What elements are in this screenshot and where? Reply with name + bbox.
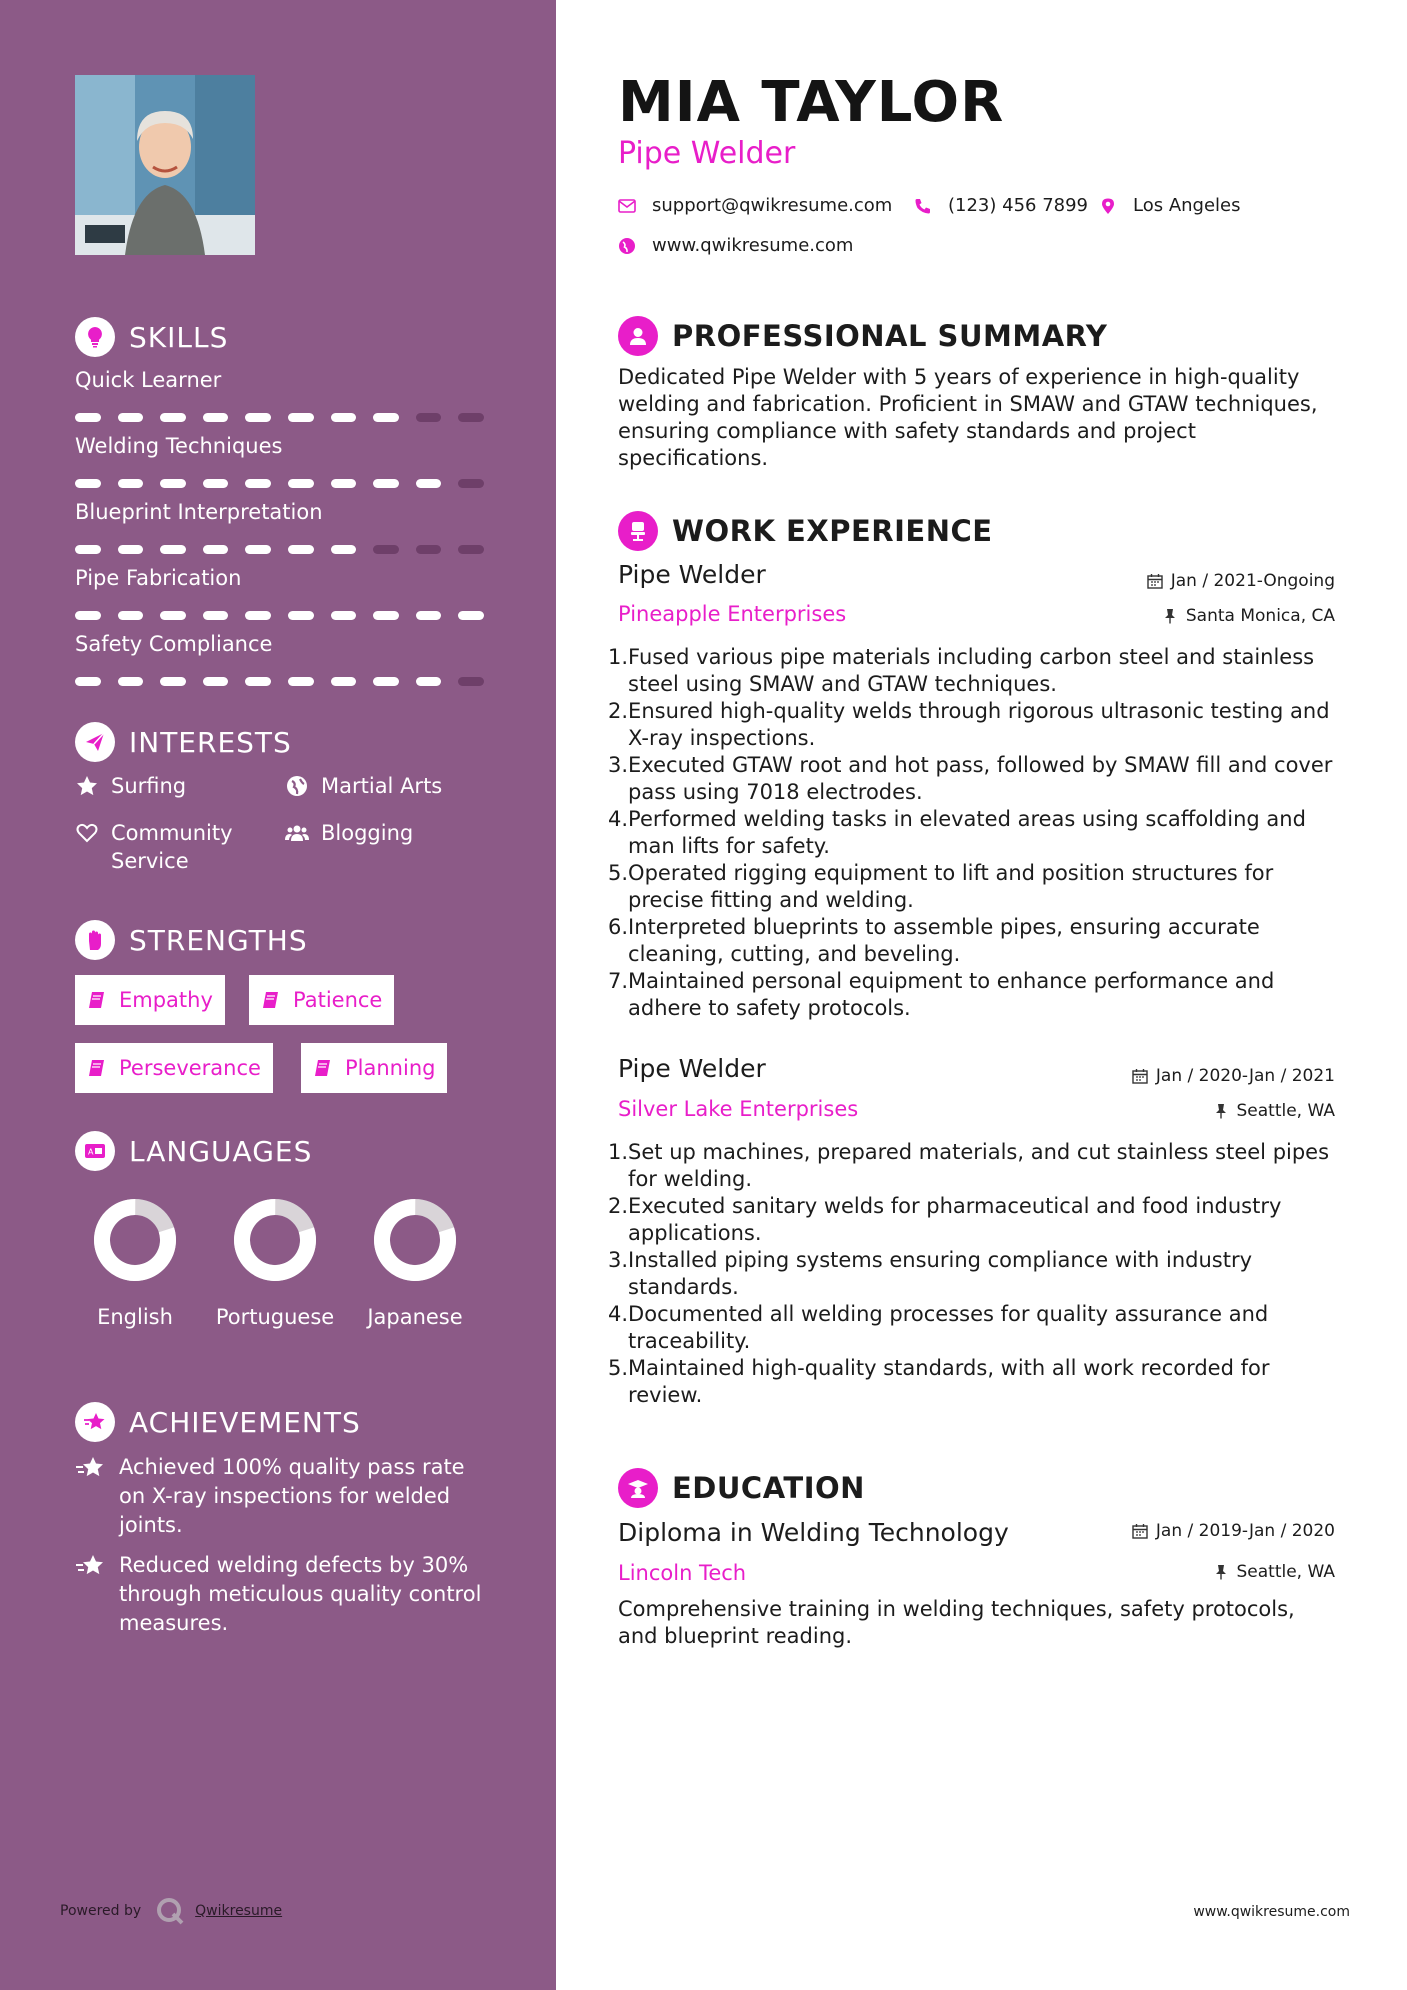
interest-community-service bbox=[75, 819, 255, 875]
education-location-text: Seattle, WA bbox=[1236, 1562, 1335, 1582]
job-bullet-item bbox=[608, 860, 1348, 914]
language-item bbox=[205, 1197, 345, 1331]
achievement-text: Achieved 100% quality pass rate on X-ray inspections for welded joints. bbox=[119, 1455, 465, 1537]
interest-blogging bbox=[285, 819, 413, 847]
book-icon bbox=[313, 1058, 333, 1078]
phone-text[interactable]: (123) 456 7899 bbox=[948, 195, 1089, 216]
job-bullet-item bbox=[608, 752, 1348, 806]
education-title: EDUCATION bbox=[672, 1471, 865, 1505]
bullet-number: 2. bbox=[608, 699, 629, 723]
job-dates bbox=[1132, 1066, 1335, 1086]
email-text[interactable]: support@qwikresume.com bbox=[652, 195, 893, 216]
skill-level-dash bbox=[203, 611, 229, 620]
language-ring-fill bbox=[373, 1198, 456, 1281]
bullet-text: Ensured high-quality welds through rigorous ultrasonic testing and X-ray inspections. bbox=[628, 699, 1330, 750]
book-icon bbox=[87, 990, 107, 1010]
achievement-item bbox=[75, 1551, 495, 1638]
bullet-number: 5. bbox=[608, 861, 629, 885]
skill-level-dash bbox=[245, 413, 271, 422]
job-bullet-item bbox=[608, 914, 1348, 968]
language-level-ring bbox=[92, 1197, 178, 1283]
footer-website[interactable]: www.qwikresume.com bbox=[1193, 1904, 1350, 1920]
skill-level-dash bbox=[160, 545, 186, 554]
achievements-heading bbox=[75, 1401, 361, 1443]
strength-tag-perseverance bbox=[75, 1043, 273, 1093]
education-description: Comprehensive training in welding techniques, safety protocols, and blueprint reading. bbox=[618, 1597, 1295, 1648]
paper-plane-icon bbox=[75, 722, 115, 762]
skill-level-bar bbox=[75, 479, 501, 488]
strength-label: Perseverance bbox=[119, 1056, 261, 1080]
skill-level-dash bbox=[75, 545, 101, 554]
language-label: Japanese bbox=[367, 1305, 463, 1329]
skill-level-dash bbox=[118, 545, 144, 554]
skill-level-dash bbox=[458, 479, 484, 488]
achievement-text: Reduced welding defects by 30% through meticulous quality control measures. bbox=[119, 1553, 482, 1635]
bullet-number: 4. bbox=[608, 1302, 629, 1326]
skill-label: Pipe Fabrication bbox=[75, 566, 242, 590]
skill-level-dash bbox=[416, 479, 442, 488]
skill-item bbox=[75, 563, 501, 620]
language-icon bbox=[75, 1131, 115, 1171]
skill-level-dash bbox=[373, 611, 399, 620]
job-dates-text: Jan / 2021-Ongoing bbox=[1170, 571, 1335, 591]
calendar-icon bbox=[1147, 573, 1163, 589]
skill-level-dash bbox=[416, 413, 442, 422]
skills-title: SKILLS bbox=[129, 320, 229, 354]
skill-level-dash bbox=[331, 545, 357, 554]
language-ring-fill bbox=[233, 1198, 316, 1281]
bullet-text: Maintained personal equipment to enhance performance and adhere to safety protocols. bbox=[628, 969, 1275, 1020]
job-location-text: Seattle, WA bbox=[1236, 1101, 1335, 1121]
language-level-ring bbox=[232, 1197, 318, 1283]
languages-title: LANGUAGES bbox=[129, 1134, 313, 1168]
skill-label: Blueprint Interpretation bbox=[75, 500, 323, 524]
skill-level-dash bbox=[75, 611, 101, 620]
interest-label: Community Service bbox=[111, 821, 233, 873]
languages-heading bbox=[75, 1130, 312, 1172]
svg-text:A: A bbox=[88, 1147, 94, 1157]
graduate-icon bbox=[618, 1468, 658, 1508]
achievement-item bbox=[75, 1453, 495, 1540]
experience-title: WORK EXPERIENCE bbox=[672, 514, 993, 548]
job-title: Pipe Welder bbox=[618, 560, 766, 589]
strengths-title: STRENGTHS bbox=[129, 923, 308, 957]
contact-phone bbox=[914, 195, 1088, 216]
skill-level-dash bbox=[416, 611, 442, 620]
skill-level-dash bbox=[416, 677, 442, 686]
hand-icon bbox=[75, 920, 115, 960]
bullet-text: Documented all welding processes for quality assurance and traceability. bbox=[628, 1302, 1269, 1353]
contact-email bbox=[618, 195, 892, 216]
job-title: Pipe Welder bbox=[618, 1054, 766, 1083]
skill-level-dash bbox=[373, 413, 399, 422]
qwikresume-link[interactable]: Qwikresume bbox=[195, 1903, 283, 1919]
strengths-heading bbox=[75, 919, 308, 961]
users-icon bbox=[285, 821, 309, 845]
skill-level-dash bbox=[288, 545, 314, 554]
skill-level-dash bbox=[458, 545, 484, 554]
skill-label: Safety Compliance bbox=[75, 632, 273, 656]
skill-level-dash bbox=[203, 677, 229, 686]
bullet-text: Set up machines, prepared materials, and cut stainless steel pipes for welding. bbox=[628, 1140, 1330, 1191]
calendar-icon bbox=[1132, 1523, 1148, 1539]
skill-label: Quick Learner bbox=[75, 368, 222, 392]
job-dates bbox=[1147, 571, 1335, 591]
skill-level-dash bbox=[203, 545, 229, 554]
profile-photo-image bbox=[75, 75, 255, 255]
interests-heading bbox=[75, 721, 292, 763]
website-text[interactable]: www.qwikresume.com bbox=[652, 235, 854, 256]
bullet-text: Operated rigging equipment to lift and position structures for precise fitting and welding. bbox=[628, 861, 1274, 912]
bullet-text: Fused various pipe materials including carbon steel and stainless steel using SMAW and GTAW techniques. bbox=[628, 645, 1315, 696]
skill-level-dash bbox=[373, 545, 399, 554]
skill-level-bar bbox=[75, 677, 501, 686]
skill-level-dash bbox=[75, 479, 101, 488]
skills-heading bbox=[75, 316, 228, 358]
skill-level-bar bbox=[75, 611, 501, 620]
skill-item bbox=[75, 497, 501, 554]
bullet-text: Executed sanitary welds for pharmaceutical and food industry applications. bbox=[628, 1194, 1282, 1245]
language-item bbox=[65, 1197, 205, 1331]
location-text: Los Angeles bbox=[1133, 195, 1241, 216]
pushpin-icon bbox=[1162, 608, 1178, 624]
job-bullet-item bbox=[608, 968, 1348, 1022]
bullet-number: 2. bbox=[608, 1194, 629, 1218]
school-name: Lincoln Tech bbox=[618, 1561, 747, 1585]
strength-tag-planning bbox=[301, 1043, 447, 1093]
skill-level-dash bbox=[118, 413, 144, 422]
sidebar bbox=[0, 0, 556, 1990]
job-bullet-item bbox=[608, 1139, 1348, 1193]
job-bullets bbox=[608, 644, 1348, 1022]
bullet-text: Maintained high-quality standards, with all work recorded for review. bbox=[628, 1356, 1270, 1407]
powered-by-label: Powered by bbox=[60, 1903, 142, 1919]
education-location bbox=[1213, 1562, 1336, 1582]
skill-level-dash bbox=[245, 677, 271, 686]
skill-level-dash bbox=[245, 611, 271, 620]
interest-martial-arts bbox=[285, 772, 442, 800]
map-pin-icon bbox=[1099, 197, 1117, 215]
job-bullet-item bbox=[608, 806, 1348, 860]
bullet-text: Interpreted blueprints to assemble pipes, ensuring accurate cleaning, cutting, and beveling. bbox=[628, 915, 1260, 966]
company-name: Pineapple Enterprises bbox=[618, 602, 847, 626]
strength-tag-patience bbox=[249, 975, 394, 1025]
skill-level-dash bbox=[373, 677, 399, 686]
job-bullet-item bbox=[608, 1355, 1348, 1409]
language-label: Portuguese bbox=[215, 1305, 335, 1329]
heart-icon bbox=[75, 821, 99, 845]
user-icon bbox=[618, 316, 658, 356]
envelope-icon bbox=[618, 197, 636, 215]
bullet-text: Executed GTAW root and hot pass, followed by SMAW fill and cover pass using 7018 electrodes. bbox=[628, 753, 1333, 804]
main-content bbox=[556, 0, 1407, 1990]
job-location bbox=[1213, 1101, 1336, 1121]
interest-surfing bbox=[75, 772, 186, 800]
skill-level-dash bbox=[331, 479, 357, 488]
skill-level-dash bbox=[245, 545, 271, 554]
skill-level-dash bbox=[288, 479, 314, 488]
skill-level-dash bbox=[288, 413, 314, 422]
strength-label: Empathy bbox=[119, 988, 213, 1012]
skill-level-dash bbox=[288, 611, 314, 620]
skill-level-dash bbox=[331, 413, 357, 422]
skill-level-dash bbox=[160, 611, 186, 620]
skill-level-dash bbox=[75, 413, 101, 422]
bullet-number: 1. bbox=[608, 1140, 629, 1164]
contact-website bbox=[618, 235, 853, 256]
strength-tag-empathy bbox=[75, 975, 225, 1025]
job-location bbox=[1162, 606, 1335, 626]
pushpin-icon bbox=[1213, 1564, 1229, 1580]
summary-heading bbox=[618, 315, 1107, 357]
bullet-number: 6. bbox=[608, 915, 629, 939]
education-dates bbox=[1132, 1521, 1335, 1541]
education-heading bbox=[618, 1467, 865, 1509]
interest-label: Surfing bbox=[111, 774, 187, 798]
calendar-icon bbox=[1132, 1068, 1148, 1084]
skill-level-dash bbox=[245, 479, 271, 488]
achievements-title: ACHIEVEMENTS bbox=[129, 1405, 361, 1439]
skill-level-dash bbox=[203, 479, 229, 488]
interest-label: Martial Arts bbox=[321, 774, 443, 798]
star-badge-icon bbox=[75, 1402, 115, 1442]
degree-name: Diploma in Welding Technology bbox=[618, 1518, 1009, 1547]
skill-level-dash bbox=[416, 545, 442, 554]
skill-level-dash bbox=[458, 611, 484, 620]
skill-level-dash bbox=[203, 413, 229, 422]
strength-label: Planning bbox=[345, 1056, 436, 1080]
pushpin-icon bbox=[1213, 1103, 1229, 1119]
profile-photo bbox=[75, 75, 255, 255]
skill-level-dash bbox=[160, 413, 186, 422]
skill-level-dash bbox=[160, 479, 186, 488]
contact-location bbox=[1099, 195, 1241, 216]
language-label: English bbox=[97, 1305, 173, 1329]
job-bullet-item bbox=[608, 1301, 1348, 1355]
skill-level-dash bbox=[118, 479, 144, 488]
skill-level-dash bbox=[75, 677, 101, 686]
job-bullet-item bbox=[608, 1247, 1348, 1301]
summary-text: Dedicated Pipe Welder with 5 years of experience in high-quality welding and fabrication. Proficient in SMAW and GTAW techniques, ensuring compliance with safety standards and project specifications. bbox=[618, 365, 1318, 470]
skill-level-dash bbox=[458, 677, 484, 686]
bullet-number: 4. bbox=[608, 807, 629, 831]
language-ring-fill bbox=[93, 1198, 176, 1281]
bullet-number: 3. bbox=[608, 1248, 629, 1272]
skill-level-dash bbox=[118, 611, 144, 620]
company-name: Silver Lake Enterprises bbox=[618, 1097, 859, 1121]
bullet-number: 5. bbox=[608, 1356, 629, 1380]
star-badge-icon bbox=[75, 1455, 107, 1483]
bullet-number: 3. bbox=[608, 753, 629, 777]
skill-level-dash bbox=[288, 677, 314, 686]
globe-icon bbox=[618, 237, 636, 255]
bullet-number: 7. bbox=[608, 969, 629, 993]
skill-level-dash bbox=[118, 677, 144, 686]
bullet-text: Installed piping systems ensuring compliance with industry standards. bbox=[628, 1248, 1253, 1299]
skill-item bbox=[75, 431, 501, 488]
language-item bbox=[345, 1197, 485, 1331]
job-bullet-item bbox=[608, 698, 1348, 752]
skill-level-dash bbox=[331, 611, 357, 620]
lightbulb-icon bbox=[75, 317, 115, 357]
skill-level-dash bbox=[331, 677, 357, 686]
skill-item bbox=[75, 629, 501, 686]
job-bullets bbox=[608, 1139, 1348, 1409]
job-bullet-item bbox=[608, 644, 1348, 698]
job-location-text: Santa Monica, CA bbox=[1185, 606, 1335, 626]
skill-level-bar bbox=[75, 545, 501, 554]
experience-heading bbox=[618, 510, 993, 552]
skill-level-dash bbox=[373, 479, 399, 488]
skill-level-dash bbox=[160, 677, 186, 686]
phone-icon bbox=[914, 197, 932, 215]
bullet-text: Performed welding tasks in elevated areas using scaffolding and man lifts for safety. bbox=[628, 807, 1306, 858]
powered-by bbox=[60, 1896, 282, 1926]
globe-icon bbox=[285, 774, 309, 798]
qwikresume-logo-icon bbox=[155, 1896, 185, 1926]
skill-level-dash bbox=[458, 413, 484, 422]
skill-item bbox=[75, 365, 501, 422]
book-icon bbox=[261, 990, 281, 1010]
chair-icon bbox=[618, 511, 658, 551]
interests-title: INTERESTS bbox=[129, 725, 292, 759]
bullet-number: 1. bbox=[608, 645, 629, 669]
book-icon bbox=[87, 1058, 107, 1078]
job-dates-text: Jan / 2020-Jan / 2021 bbox=[1155, 1066, 1335, 1086]
strength-label: Patience bbox=[293, 988, 383, 1012]
interest-label: Blogging bbox=[321, 821, 414, 845]
candidate-role: Pipe Welder bbox=[618, 136, 796, 171]
skill-label: Welding Techniques bbox=[75, 434, 283, 458]
candidate-name: MIA TAYLOR bbox=[618, 70, 1005, 135]
star-badge-icon bbox=[75, 1553, 107, 1581]
star-icon bbox=[75, 774, 99, 798]
skill-level-bar bbox=[75, 413, 501, 422]
language-level-ring bbox=[372, 1197, 458, 1283]
education-dates-text: Jan / 2019-Jan / 2020 bbox=[1155, 1521, 1335, 1541]
summary-title: PROFESSIONAL SUMMARY bbox=[672, 319, 1108, 353]
job-bullet-item bbox=[608, 1193, 1348, 1247]
